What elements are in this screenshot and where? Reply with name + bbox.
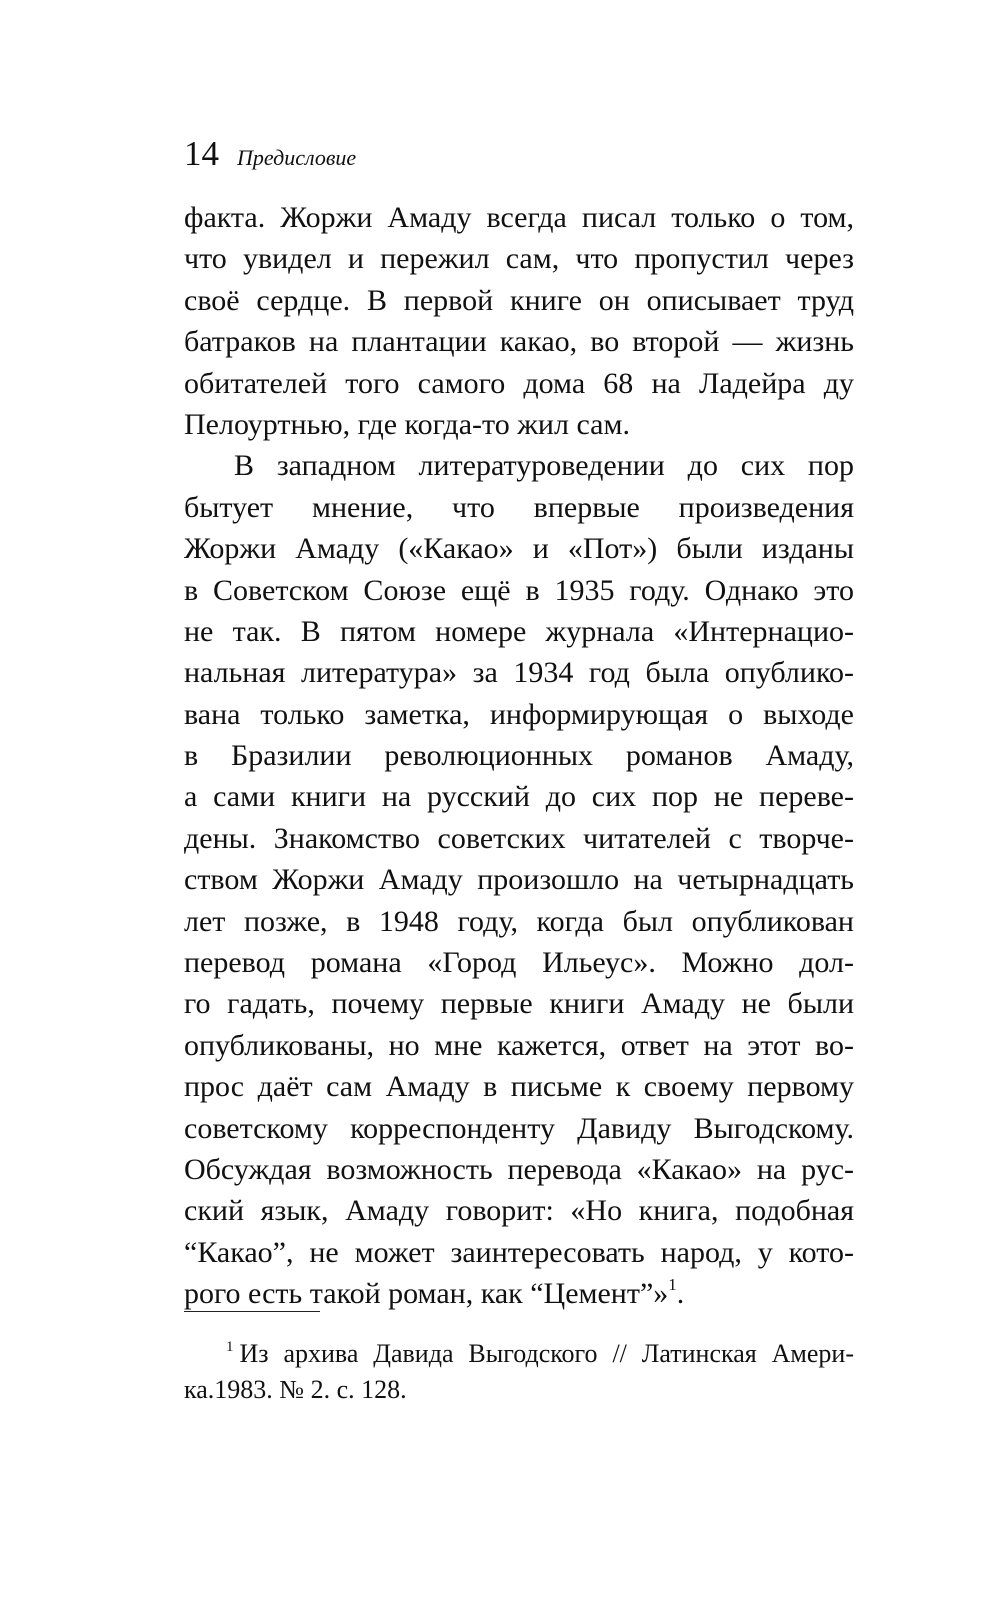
paragraph-1: [184, 197, 854, 445]
text-line: вана только заметка, информирующая о выходе: [184, 697, 854, 731]
section-title: Предисловие: [237, 145, 357, 170]
text-line: Пелоуртнью, где когда-то жил сам.: [184, 407, 630, 441]
page-number: 14: [184, 134, 219, 173]
text-line: “Какао”, не может заинтересовать народ, у кото-: [184, 1235, 854, 1269]
text-line: батраков на плантации какао, во второй — жизнь: [184, 325, 854, 359]
text-line: обитателей того самого дома 68 на Ладейра ду: [184, 366, 854, 400]
text-line: прос даёт сам Амаду в письме к своему первому: [184, 1070, 854, 1104]
paragraph-2: [184, 445, 854, 1314]
footnote-text: Из архива Давида Выгодского // Латинская Амери-: [239, 1339, 854, 1368]
body-text: [184, 197, 854, 1315]
text-line: ский язык, Амаду говорит: «Но книга, подобная: [184, 1194, 854, 1228]
text-line: опубликованы, но мне кажется, ответ на этот во-: [184, 1028, 854, 1062]
text-line: Жоржи Амаду («Какао» и «Пот») были изданы: [184, 532, 854, 566]
text-line: а сами книги на русский до сих пор не переве-: [184, 780, 854, 814]
text-line: в Советском Союзе ещё в 1935 году. Однако это: [184, 573, 854, 607]
text-line: не так. В пятом номере журнала «Интернацио-: [184, 614, 854, 648]
text-line: перевод романа «Город Ильеус». Можно дол-: [184, 946, 854, 980]
footnote-divider: [184, 1311, 320, 1312]
text-line-final: [184, 1273, 854, 1314]
text-line: дены. Знакомство советских читателей с творче-: [184, 821, 854, 855]
text-line: в Бразилии революционных романов Амаду,: [184, 739, 854, 773]
text-line: В западном литературоведении до сих пор: [234, 449, 854, 483]
text-line: факта. Жоржи Амаду всегда писал только о том,: [184, 201, 854, 234]
footnote: [184, 1336, 854, 1408]
text-line: нальная литература» за 1934 год была опублико-: [184, 656, 854, 690]
footnote-line: [184, 1336, 854, 1372]
text-line: Обсуждая возможность перевода «Какао» на рус-: [184, 1152, 854, 1186]
footnote-line: ка.1983. № 2. с. 128.: [184, 1375, 407, 1404]
footnote-reference[interactable]: 1: [668, 1275, 677, 1295]
text-line: советскому корреспонденту Давиду Выгодскому.: [184, 1111, 854, 1145]
text-line: своё сердце. В первой книге он описывает труд: [184, 283, 854, 317]
text-line: лет позже, в 1948 году, когда был опубликован: [184, 904, 854, 938]
footnote-number: 1: [226, 1339, 234, 1355]
text-line: что увидел и пережил сам, что пропустил через: [184, 242, 854, 276]
running-head: [184, 134, 356, 174]
text-line: рого есть такой роман, как “Цемент”»: [184, 1277, 669, 1311]
text-line: бытует мнение, что впервые произведения: [184, 490, 854, 524]
text-line: ством Жоржи Амаду произошло на четырнадцать: [184, 863, 854, 897]
text-line: го гадать, почему первые книги Амаду не были: [184, 987, 854, 1021]
closing-period: .: [676, 1277, 685, 1311]
